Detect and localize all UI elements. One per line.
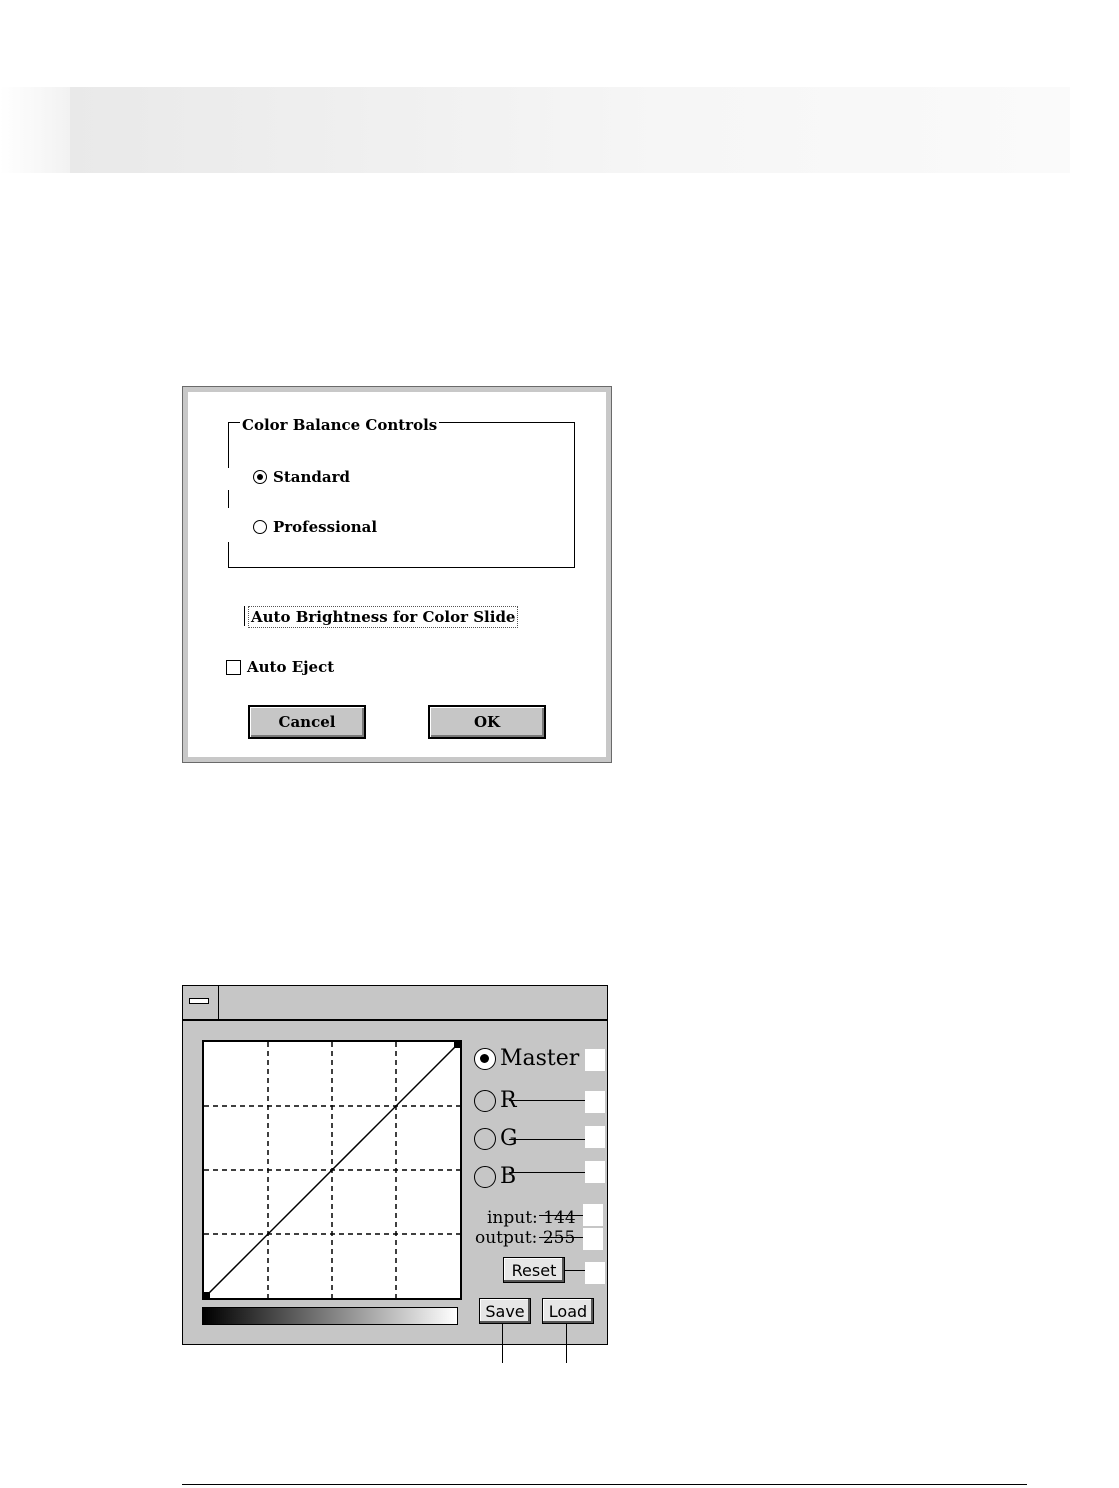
callout-line: [539, 1237, 583, 1238]
auto-brightness-button[interactable]: Auto Brightness for Color Slide: [248, 606, 518, 628]
callout-box: [585, 1262, 605, 1284]
group-title: Color Balance Controls: [242, 416, 438, 434]
load-button[interactable]: Load: [542, 1298, 594, 1324]
groupbox-left-edge: [228, 490, 229, 508]
output-readout: [475, 1228, 575, 1248]
tone-curve-window: [182, 985, 608, 1345]
g-label: G: [500, 1126, 518, 1151]
gradient-bar: [202, 1307, 458, 1325]
radio-unchecked-icon[interactable]: [253, 520, 267, 534]
radio-checked-icon[interactable]: [253, 470, 267, 484]
cancel-button[interactable]: Cancel: [248, 705, 366, 739]
callout-line: [565, 1270, 585, 1271]
b-label: B: [500, 1164, 517, 1189]
footer-rule: [182, 1484, 1027, 1485]
professional-label: Professional: [273, 518, 378, 536]
save-button[interactable]: Save: [479, 1298, 531, 1324]
callout-box: [585, 1126, 605, 1148]
radio-unchecked-icon[interactable]: [474, 1128, 496, 1150]
professional-radio[interactable]: [253, 518, 377, 536]
color-balance-groupbox: [228, 422, 575, 568]
callout-box: [585, 1049, 605, 1071]
input-value: 144: [543, 1208, 576, 1228]
minus-icon[interactable]: [189, 998, 209, 1004]
load-callout-line: [566, 1323, 567, 1363]
auto-eject-label: Auto Eject: [247, 658, 335, 676]
title-bar: [183, 986, 607, 1021]
input-readout: [487, 1208, 576, 1228]
callout-line: [509, 1139, 585, 1140]
groupbox-left-edge: [228, 542, 229, 568]
ok-button[interactable]: OK: [428, 705, 546, 739]
groupbox-corner: [228, 422, 238, 423]
curve-endpoint-handle[interactable]: [454, 1042, 460, 1048]
master-label: Master: [500, 1046, 580, 1071]
tone-curve-svg: [204, 1042, 460, 1298]
curve-startpoint-handle[interactable]: [204, 1292, 210, 1298]
reset-button[interactable]: Reset: [503, 1257, 565, 1283]
r-label: R: [500, 1088, 517, 1113]
focus-caret: [244, 606, 245, 626]
callout-box: [585, 1091, 605, 1113]
input-label: input:: [487, 1208, 538, 1228]
standard-radio[interactable]: [253, 468, 350, 486]
master-radio[interactable]: [474, 1046, 579, 1071]
save-callout-line: [502, 1323, 503, 1363]
radio-checked-icon[interactable]: [474, 1048, 496, 1070]
output-label: output:: [475, 1228, 538, 1248]
groupbox-left-edge: [228, 422, 229, 468]
standard-label: Standard: [273, 468, 350, 486]
callout-box: [583, 1204, 603, 1226]
system-menu-button[interactable]: [183, 986, 219, 1019]
callout-line: [539, 1215, 583, 1216]
auto-eject-checkbox[interactable]: [226, 660, 241, 675]
callout-line: [509, 1172, 585, 1173]
auto-eject-checkbox-row[interactable]: [226, 658, 334, 676]
header-fade: [0, 87, 70, 173]
dialog-body: [188, 392, 606, 757]
callout-box: [585, 1161, 605, 1183]
header-band: [70, 87, 1070, 173]
output-value: 255: [542, 1228, 576, 1248]
callout-box: [583, 1228, 603, 1250]
tone-curve-graph[interactable]: [202, 1040, 462, 1300]
radio-unchecked-icon[interactable]: [474, 1090, 496, 1112]
callout-line: [509, 1100, 585, 1101]
blue-radio[interactable]: [474, 1164, 516, 1189]
color-balance-dialog: [182, 386, 612, 763]
radio-unchecked-icon[interactable]: [474, 1166, 496, 1188]
